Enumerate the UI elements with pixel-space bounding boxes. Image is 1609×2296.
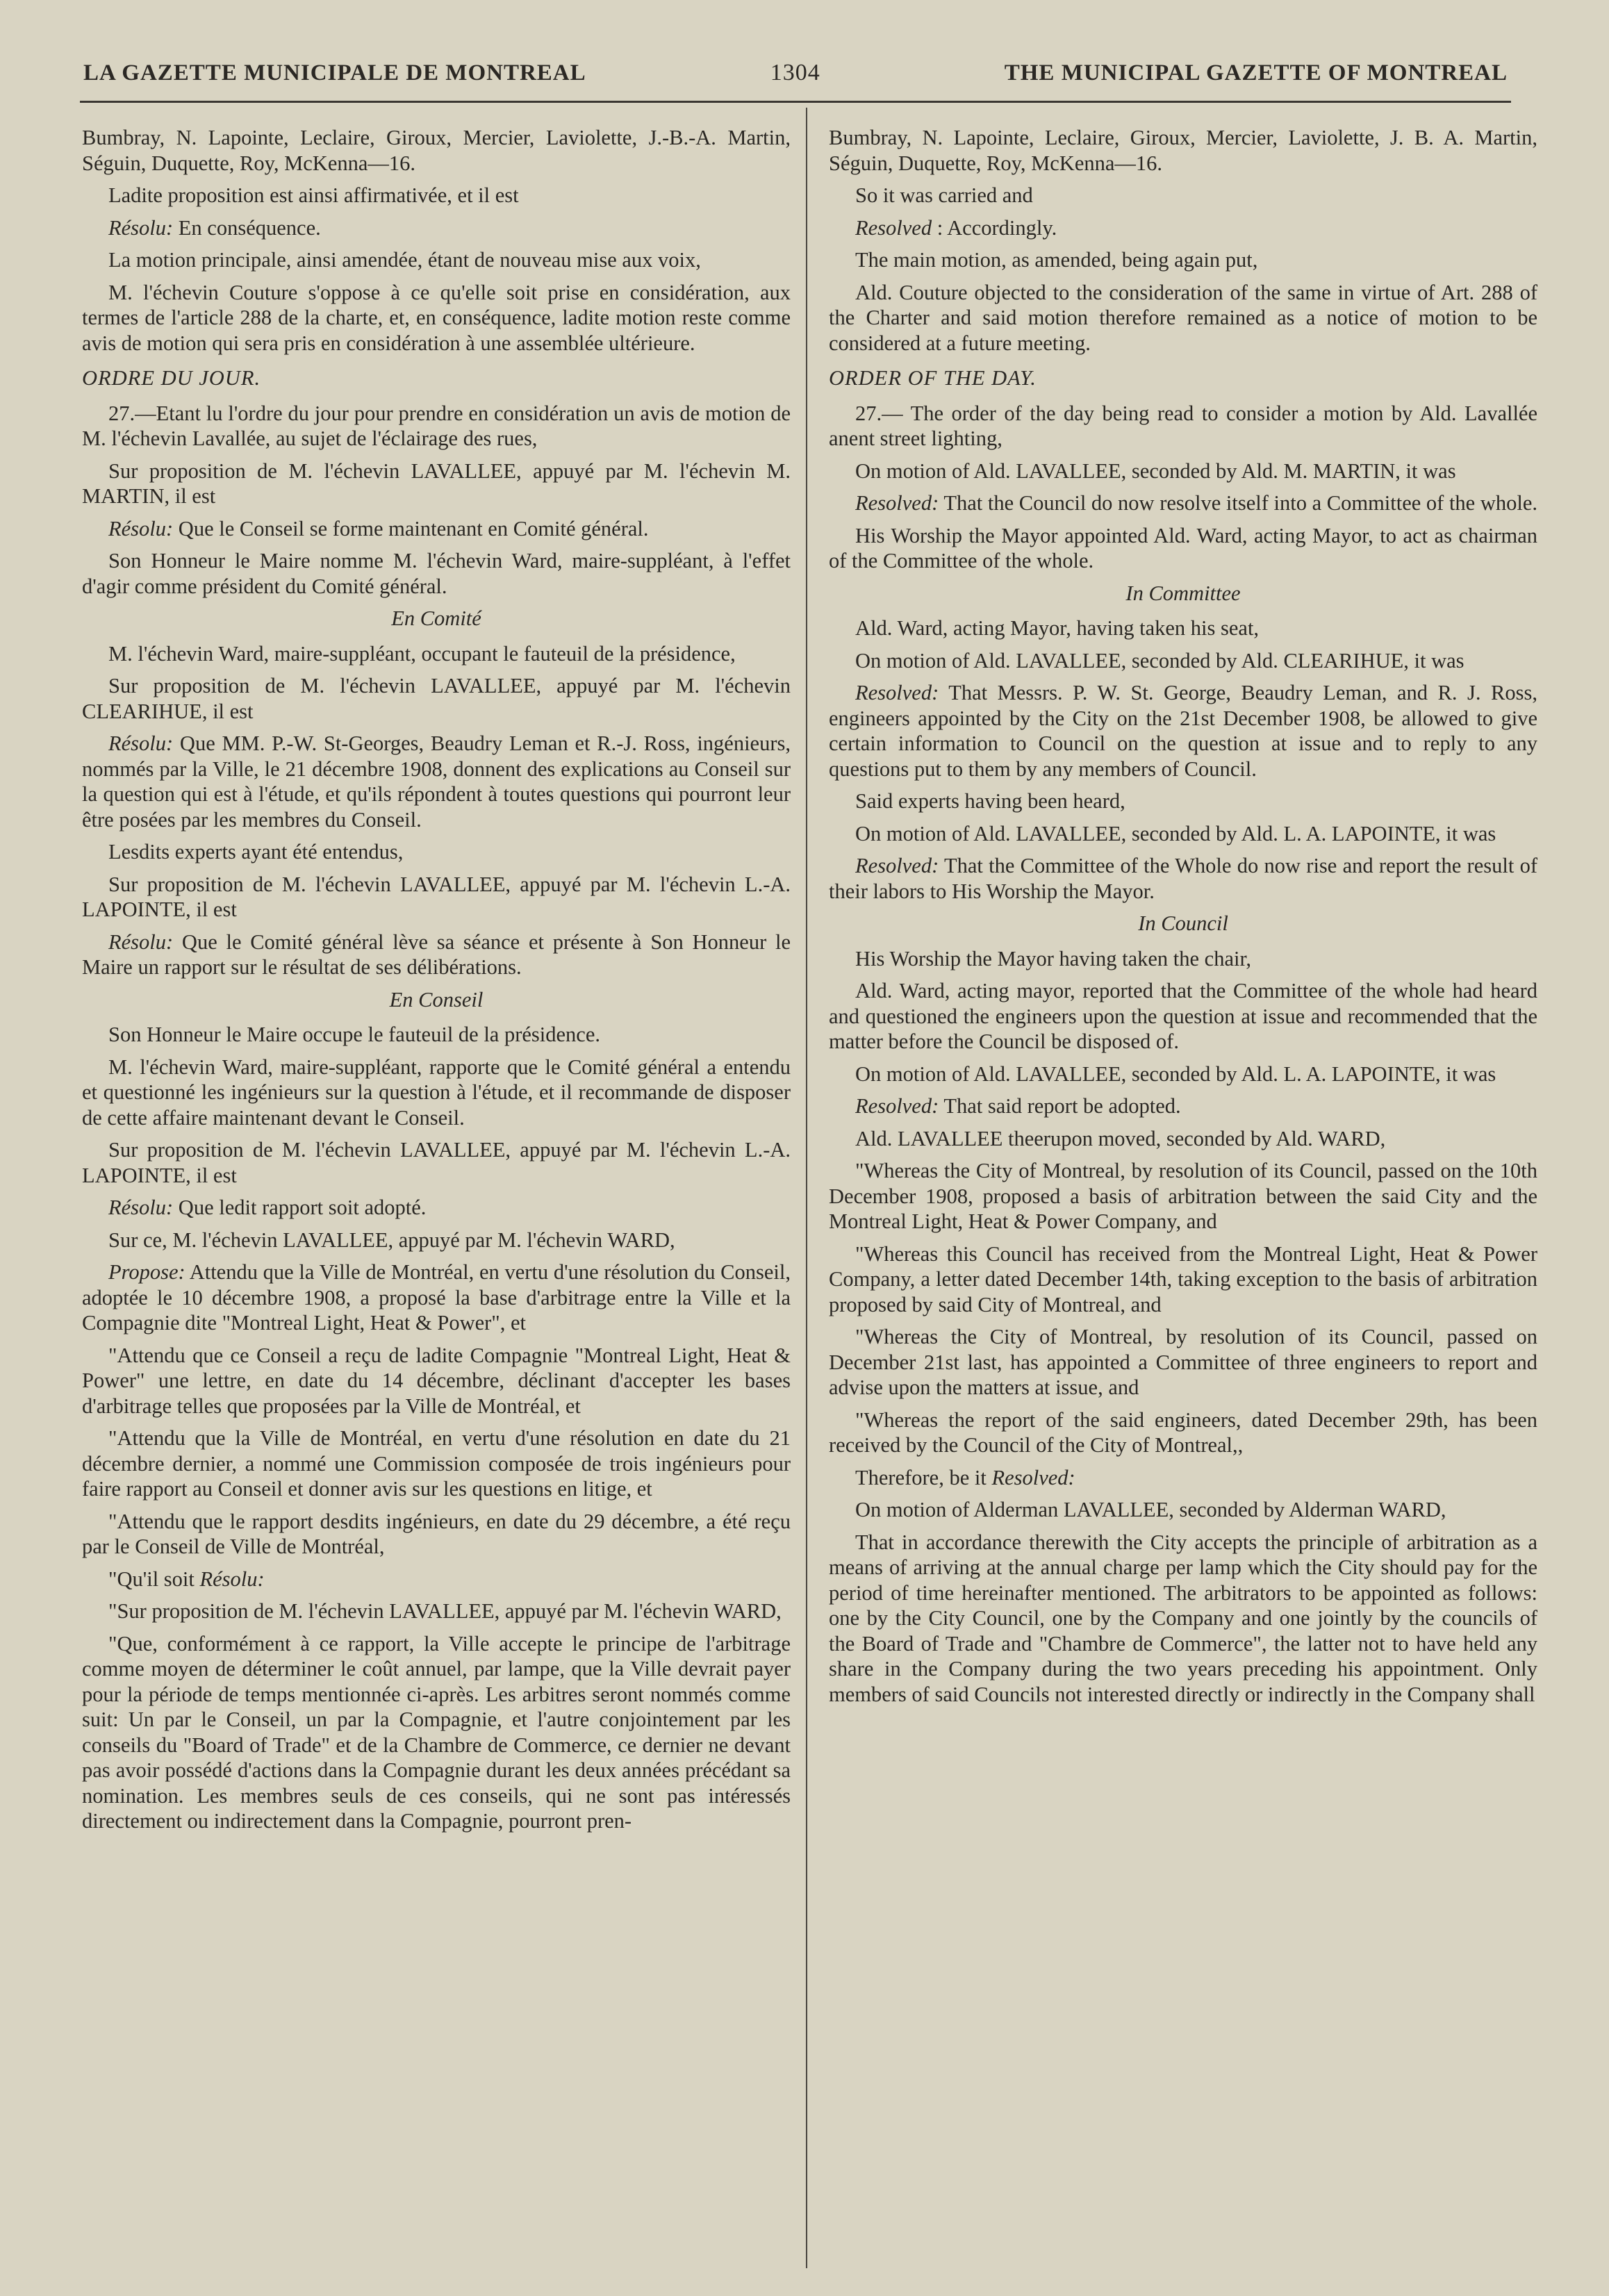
paragraph: M. l'échevin Ward, maire-suppléant, rapporte que le Comité général a entendu et questionné les ingénieurs sur la question à l'étude, et il recommande de disposer de cette affaire maintenant devant le Conseil. (82, 1055, 791, 1130)
paragraph: Ladite proposition est ainsi affirmativée, et il est (108, 183, 519, 207)
paragraph-text: Que ledit rapport soit adopté. (173, 1196, 427, 1219)
paragraph: Sur proposition de M. l'échevin LAVALLEE, appuyé par M. l'échevin L.-A. LAPOINTE, il est (82, 1138, 791, 1187)
resolution-label: Résolu: (108, 1196, 174, 1219)
section-heading: ORDER OF THE DAY. (829, 366, 1037, 390)
paragraph-text: En conséquence. (173, 215, 321, 240)
paragraph (829, 680, 1537, 782)
page-header (83, 49, 1508, 97)
paragraph: That in accordance therewith the City accepts the principle of arbitration as a means of arriving at the annual charge per lamp which the City should pay for the period of time hereinafter mentioned. The arbitrators to be appointed as follows: one by the City Council, one by the Company and one jointly by the councils of the Board of Trade and "Chambre de Commerce", the latter not to have held any share in the Company during the two years preceding his appointment. Only members of said Councils not interested directly or indirectly in the Company shall (829, 1530, 1537, 1706)
paragraph: "Attendu que le rapport desdits ingénieurs, en date du 29 décembre, a été reçu par le Conseil de Ville de Montréal, (82, 1509, 791, 1558)
resolution-label: Résolu: (108, 930, 174, 954)
paragraph: "Que, conformément à ce rapport, la Ville accepte le principe de l'arbitrage comme moyen de déterminer le coût annuel, par lampe, que la Ville devrait payer pour la période de temps mentionnée ci-après. Les arbitres seront nommés comme suit: Un par le Conseil, un par la Compagnie, et l'autre conjointement par les conseils du "Board of Trade" et de la Chambre de Commerce, ce dernier ne devant pas avoir possédé d'actions dans la Compagnie durant les deux années précédant sa nomination. Les membres seuls de ces conseils, qui ne sont pas intéressés directement ou indirectement dans la Compagnie, pourront pren- (82, 1631, 791, 1833)
paragraph: Sur proposition de M. l'échevin LAVALLEE, appuyé par M. l'échevin L.-A. LAPOINTE, il est (82, 872, 791, 921)
paragraph-text: Que le Conseil se forme maintenant en Comité général. (173, 516, 649, 540)
paragraph: Sur proposition de M. l'échevin LAVALLEE, appuyé par M. l'échevin CLEARIHUE, il est (82, 674, 791, 723)
paragraph (829, 490, 1537, 516)
subsection-title: In Council (1138, 911, 1228, 935)
paragraph: On motion of Ald. LAVALLEE, seconded by Ald. CLEARIHUE, it was (855, 648, 1464, 672)
resolution-label: Resolved: (855, 491, 939, 515)
paragraph-text: : Accordingly. (932, 215, 1057, 240)
paragraph: Lesdits experts ayant été entendus, (108, 840, 404, 864)
paragraph (82, 1195, 791, 1221)
resolution-label: Résolu: (199, 1567, 265, 1591)
header-rule (80, 101, 1511, 103)
paragraph: Son Honneur le Maire nomme M. l'échevin Ward, maire-suppléant, à l'effet d'agir comme président du Comité général. (82, 549, 791, 598)
paragraph: M. l'échevin Couture s'oppose à ce qu'elle soit prise en considération, aux termes de l'article 288 de la charte, et, en conséquence, ladite motion reste comme avis de motion qui sera pris en considération à une assemblée ultérieure. (82, 280, 791, 355)
paragraph-text: Que le Comité général lève sa séance et présente à Son Honneur le Maire un rapport sur le résultat de ses délibérations. (82, 930, 791, 979)
resolution-label: Resolved (855, 215, 932, 240)
paragraph: Ald. Ward, acting Mayor, having taken his seat, (855, 616, 1260, 640)
page-number: 1304 (770, 60, 820, 85)
paragraph: 27.—Etant lu l'ordre du jour pour prendre en considération un avis de motion de M. l'échevin Lavallée, au sujet de l'éclairage des rues, (82, 401, 791, 450)
paragraph: Bumbray, N. Lapointe, Leclaire, Giroux, Mercier, Laviolette, J. B. A. Martin, Séguin, Duquette, Roy, McKenna—16. (829, 126, 1537, 175)
paragraph: "Whereas the report of the said engineers, dated December 29th, has been received by the Council of the City of Montreal,, (829, 1407, 1537, 1457)
paragraph: 27.— The order of the day being read to consider a motion by Ald. Lavallée anent street lighting, (829, 401, 1537, 450)
paragraph (829, 1093, 1537, 1119)
paragraph: "Whereas the City of Montreal, by resolution of its Council, passed on the 10th December 1908, proposed a basis of arbitration between the said City and the Montreal Light, Heat & Power Company, and (829, 1159, 1537, 1233)
paragraph: "Whereas this Council has received from the Montreal Light, Heat & Power Company, a letter dated December 14th, taking exception to the basis of arbitration proposed by said City of Montreal, and (829, 1241, 1537, 1316)
paragraph: Son Honneur le Maire occupe le fauteuil de la présidence. (108, 1023, 600, 1046)
paragraph: His Worship the Mayor having taken the chair, (855, 946, 1252, 971)
resolution-label: Résolu: (108, 732, 174, 755)
subsection-title: En Comité (391, 606, 481, 630)
paragraph: Said experts having been heard, (855, 789, 1125, 813)
paragraph: Bumbray, N. Lapointe, Leclaire, Giroux, Mercier, Laviolette, J.-B.-A. Martin, Séguin, Duquette, Roy, McKenna—16. (82, 126, 791, 175)
paragraph: "Whereas the City of Montreal, by resolution of its Council, passed on December 21st last, has appointed a Committee of three engineers to report and advise upon the matters at issue, and (829, 1325, 1537, 1399)
section-heading: ORDRE DU JOUR. (82, 366, 261, 390)
paragraph-text: Therefore, be it (855, 1465, 992, 1489)
paragraph: Sur ce, M. l'échevin LAVALLEE, appuyé par M. l'échevin WARD, (108, 1228, 675, 1252)
resolution-label: Resolved: (991, 1465, 1075, 1489)
paragraph: Sur proposition de M. l'échevin LAVALLEE, appuyé par M. l'échevin M. MARTIN, il est (82, 459, 791, 508)
paragraph: So it was carried and (855, 183, 1033, 207)
paragraph: Ald. Couture objected to the consideration of the same in virtue of Art. 288 of the Charter and said motion therefore remained as a notice of motion to be considered at a future meeting. (829, 280, 1537, 355)
paragraph: Ald. LAVALLEE theerupon moved, seconded by Ald. WARD, (855, 1126, 1386, 1150)
paragraph-text: That said report be adopted. (939, 1094, 1181, 1118)
column-divider (806, 108, 807, 2268)
paragraph-text: "Qu'il soit (108, 1567, 200, 1591)
paragraph: "Attendu que ce Conseil a reçu de ladite Compagnie "Montreal Light, Heat & Power" une lettre, en date du 14 décembre, déclinant d'accepter les bases d'arbitrage telles que proposées par la Ville de Montréal, et (82, 1343, 791, 1418)
paragraph (829, 1465, 1537, 1491)
paragraph (829, 853, 1537, 904)
paragraph-text: That the Council do now resolve itself into a Committee of the whole. (939, 491, 1537, 515)
resolution-label: Resolved: (855, 681, 939, 704)
paragraph (82, 731, 791, 832)
header-right-title: THE MUNICIPAL GAZETTE OF MONTREAL (1004, 60, 1508, 85)
paragraph (82, 215, 791, 241)
paragraph: M. l'échevin Ward, maire-suppléant, occupant le fauteuil de la présidence, (108, 641, 736, 666)
resolution-label: Résolu: (108, 215, 174, 240)
paragraph-text: Que MM. P.-W. St-Georges, Beaudry Leman et R.-J. Ross, ingénieurs, nommés par la Ville, le 21 décembre 1908, donnent des explications au Conseil sur la question qui est à l'étude, et qu'ils répondent à toutes questions qui pourront leur être posées par les membres du Conseil. (82, 732, 791, 832)
paragraph: Ald. Ward, acting mayor, reported that the Committee of the whole had heard and questioned the engineers upon the question at issue and recommended that the matter before the Council be disposed of. (829, 979, 1537, 1053)
french-column (82, 125, 791, 1841)
paragraph: On motion of Ald. LAVALLEE, seconded by Ald. L. A. LAPOINTE, it was (855, 1062, 1496, 1086)
resolution-label: Resolved: (855, 854, 939, 877)
subsection-title: In Committee (1125, 581, 1241, 605)
paragraph-text: Attendu que la Ville de Montréal, en vertu d'une résolution du Conseil, adoptée le 10 décembre 1908, a proposé la base d'arbitrage entre la Ville et la Compagnie dite "Montreal Light, Heat & Power", et (82, 1260, 791, 1335)
paragraph: "Sur proposition de M. l'échevin LAVALLEE, appuyé par M. l'échevin WARD, (108, 1599, 782, 1623)
subsection-title: En Conseil (389, 987, 484, 1011)
proposal-label: Propose: (108, 1260, 185, 1284)
paragraph (82, 930, 791, 980)
paragraph: La motion principale, ainsi amendée, étant de nouveau mise aux voix, (108, 248, 701, 272)
paragraph: On motion of Alderman LAVALLEE, seconded by Alderman WARD, (855, 1498, 1446, 1521)
resolution-label: Resolved: (855, 1094, 939, 1118)
paragraph: His Worship the Mayor appointed Ald. Ward, acting Mayor, to act as chairman of the Committee of the whole. (829, 523, 1537, 572)
header-left-title: LA GAZETTE MUNICIPALE DE MONTREAL (83, 60, 586, 85)
english-column (829, 125, 1537, 1714)
paragraph (82, 516, 791, 542)
paragraph: The main motion, as amended, being again put, (855, 248, 1258, 272)
paragraph: On motion of Ald. LAVALLEE, seconded by Ald. L. A. LAPOINTE, it was (855, 821, 1496, 845)
paragraph (82, 1260, 791, 1336)
paragraph (829, 215, 1537, 241)
paragraph: "Attendu que la Ville de Montréal, en vertu d'une résolution en date du 21 décembre dernier, a nommé une Commission composée de trois ingénieurs pour faire rapport au Conseil et donner avis sur les questions en litige, et (82, 1426, 791, 1501)
paragraph-text: That the Committee of the Whole do now rise and report the result of their labors to His Worship the Mayor. (829, 854, 1537, 903)
paragraph-text: That Messrs. P. W. St. George, Beaudry Leman, and R. J. Ross, engineers appointed by the City on the 21st December 1908, be allowed to give certain information to Council on the question at issue and to reply to any questions put to them by any members of Council. (829, 681, 1537, 781)
paragraph (82, 1567, 791, 1592)
resolution-label: Résolu: (108, 516, 174, 540)
paragraph: On motion of Ald. LAVALLEE, seconded by Ald. M. MARTIN, it was (855, 459, 1456, 483)
